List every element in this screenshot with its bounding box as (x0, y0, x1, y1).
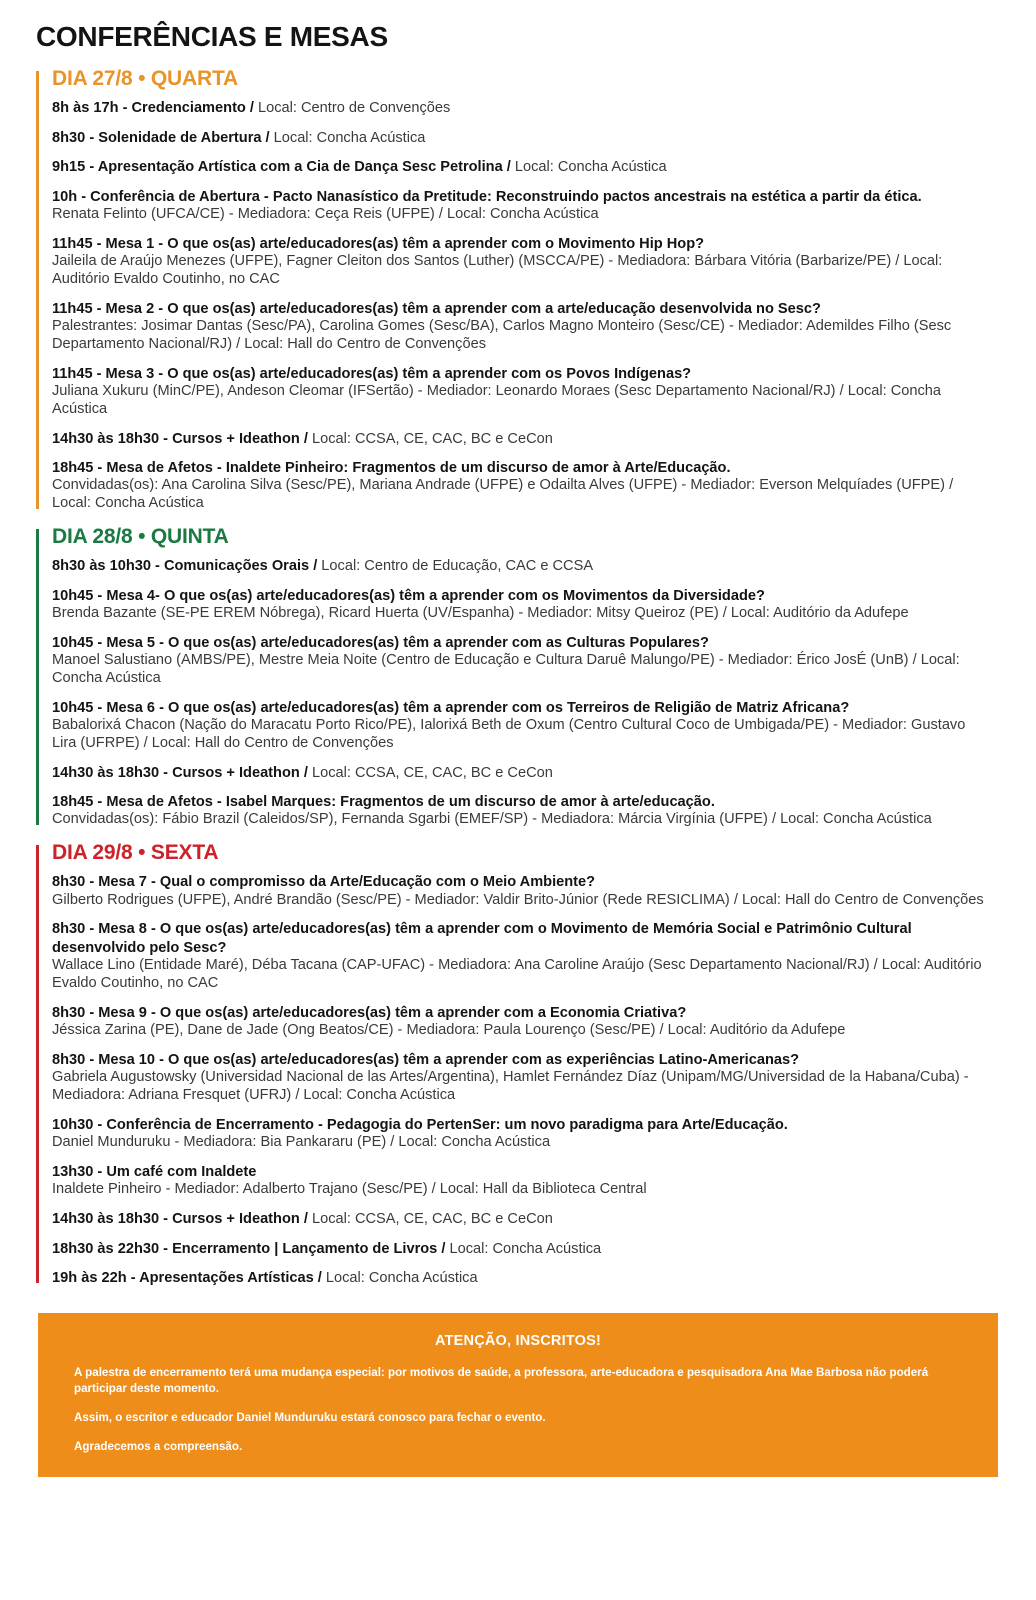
entry-lead: 11h45 - Mesa 1 - O que os(as) arte/educadores(as) têm a aprender com o Movimento Hip Hop? (52, 235, 705, 252)
entry-lead: 11h45 - Mesa 2 - O que os(as) arte/educadores(as) têm a aprender com a arte/educação desenvolvida no Sesc? (52, 300, 821, 317)
entry-lead: 8h30 - Solenidade de Abertura / (52, 129, 270, 146)
schedule-entry (52, 1240, 992, 1258)
page-title: CONFERÊNCIAS E MESAS (36, 21, 388, 52)
entry-detail: Local: CCSA, CE, CAC, BC e CeCon (307, 764, 553, 781)
entry-subdetail: Inaldete Pinheiro - Mediador: Adalberto Trajano (Sesc/PE) / Local: Hall da Biblioteca Central (52, 1181, 647, 1198)
entry-lead: 14h30 às 18h30 - Cursos + Ideathon / (52, 764, 308, 781)
entry-lead: 8h30 - Mesa 9 - O que os(as) arte/educadores(as) têm a aprender com a Economia Criativa? (52, 1004, 687, 1021)
day-block (36, 525, 1000, 829)
day-heading: DIA 28/8 • QUINTA (52, 525, 229, 549)
entry-subdetail: Gilberto Rodrigues (UFPE), André Brandão (Sesc/PE) - Mediador: Valdir Brito-Júnior (Rede RESICLIMA) / Local: Hall do Centro de Convenções (52, 891, 984, 908)
schedule-entry (52, 873, 992, 909)
entry-detail: Local: Centro de Convenções (253, 100, 451, 117)
day-accent-bar (36, 845, 39, 1283)
entry-lead: 8h30 - Mesa 8 - O que os(as) arte/educadores(as) têm a aprender com o Movimento de Memória Social e Patrimônio Cultural desenvolvido pelo Sesc? (52, 921, 912, 956)
day-block (36, 67, 1000, 513)
entry-detail: Local: Concha Acústica (445, 1240, 602, 1257)
entry-subdetail: Babalorixá Chacon (Nação do Maracatu Porto Rico/PE), Ialorixá Beth de Oxum (Centro Cultural Coco de Umbigada/PE) - Mediador: Gustavo Lira (UFRPE) / Local: Hall do Centro de Convenções (52, 717, 966, 751)
entry-subdetail: Convidadas(os): Fábio Brazil (Caleidos/SP), Fernanda Sgarbi (EMEF/SP) - Mediadora: Márcia Virgínia (UFPE) / Local: Concha Acústica (52, 811, 932, 828)
day-accent-bar (36, 71, 39, 509)
entry-subdetail: Wallace Lino (Entidade Maré), Déba Tacana (CAP-UFAC) - Mediadora: Ana Caroline Araújo (Sesc Departamento Nacional/RJ) / Local: Auditório Evaldo Coutinho, no CAC (52, 957, 982, 991)
schedule-entry (52, 365, 992, 419)
entry-detail: Local: CCSA, CE, CAC, BC e CeCon (307, 1211, 553, 1228)
entry-subdetail: Renata Felinto (UFCA/CE) - Mediadora: Ceça Reis (UFPE) / Local: Concha Acústica (52, 205, 599, 222)
day-heading: DIA 27/8 • QUARTA (52, 67, 238, 91)
schedule-entry (52, 430, 992, 448)
schedule-entry (52, 459, 992, 513)
day-block (36, 841, 1000, 1287)
schedule-entry (52, 699, 992, 753)
entry-detail: Local: CCSA, CE, CAC, BC e CeCon (307, 430, 553, 447)
entry-subdetail: Palestrantes: Josimar Dantas (Sesc/PA), Carolina Gomes (Sesc/BA), Carlos Magno Monteiro (Sesc/CE) - Mediador: Ademildes Filho (Sesc Departamento Nacional/RJ) / Local: Hall do Centro de Convenções (52, 318, 952, 352)
entry-detail: Local: Concha Acústica (269, 129, 426, 146)
schedule-entry (52, 235, 992, 289)
schedule-entry (52, 300, 992, 354)
entry-subdetail: Convidadas(os): Ana Carolina Silva (Sesc/PE), Mariana Andrade (UFPE) e Odailta Alves (UFPE) - Mediador: Everson Melquíades (UFPE) / Local: Concha Acústica (52, 477, 954, 512)
entry-lead: 10h30 - Conferência de Encerramento - Pedagogia do PertenSer: um novo paradigma para Arte/Educação. (52, 1116, 788, 1133)
schedule-entry (52, 1163, 992, 1199)
entry-lead: 8h30 - Mesa 10 - O que os(as) arte/educadores(as) têm a aprender com as experiências Latino-Americanas? (52, 1051, 800, 1068)
entry-lead: 10h45 - Mesa 6 - O que os(as) arte/educadores(as) têm a aprender com os Terreiros de Religião de Matriz Africana? (52, 699, 850, 716)
entry-detail: Local: Centro de Educação, CAC e CCSA (317, 558, 594, 575)
schedule-entry (52, 634, 992, 688)
notice-paragraphs (68, 1365, 968, 1454)
entry-subdetail: Brenda Bazante (SE-PE EREM Nóbrega), Ricard Huerta (UV/Espanha) - Mediador: Mitsy Queiroz (PE) / Local: Auditório da Adufepe (52, 604, 909, 621)
days-container (36, 67, 1000, 1287)
entry-detail: Local: Concha Acústica (510, 159, 667, 176)
entry-lead: 11h45 - Mesa 3 - O que os(as) arte/educadores(as) têm a aprender com os Povos Indígenas? (52, 365, 692, 382)
notice-box (38, 1313, 998, 1476)
schedule-entry (52, 129, 992, 147)
entry-lead: 10h - Conferência de Abertura - Pacto Nanasístico da Pretitude: Reconstruindo pactos ancestrais na estética a partir da ética. (52, 188, 922, 205)
entry-subdetail: Gabriela Augustowsky (Universidad Nacional de las Artes/Argentina), Hamlet Fernández Díaz (Unipam/MG/Universidad de la Habana/Cuba) - Mediadora: Adriana Fresquet (UFRJ) / Local: Concha Acústica (52, 1069, 969, 1104)
schedule-entry (52, 99, 992, 117)
entry-lead: 18h45 - Mesa de Afetos - Isabel Marques: Fragmentos de um discurso de amor à arte/educação. (52, 793, 715, 810)
entry-subdetail: Jéssica Zarina (PE), Dane de Jade (Ong Beatos/CE) - Mediadora: Paula Lourenço (Sesc/PE) / Local: Auditório da Adufepe (52, 1022, 846, 1039)
notice-paragraph: Assim, o escritor e educador Daniel Munduruku estará conosco para fechar o evento. (74, 1410, 546, 1424)
entry-lead: 8h30 - Mesa 7 - Qual o compromisso da Arte/Educação com o Meio Ambiente? (52, 874, 596, 891)
schedule-entry (52, 1116, 992, 1152)
entry-subdetail: Manoel Salustiano (AMBS/PE), Mestre Meia Noite (Centro de Educação e Cultura Daruê Malungo/PE) - Mediador: Érico JosÉ (UnB) / Local: Concha Acústica (52, 652, 960, 686)
schedule-entry (52, 1051, 992, 1105)
entry-subdetail: Daniel Munduruku - Mediadora: Bia Pankararu (PE) / Local: Concha Acústica (52, 1134, 551, 1151)
entry-lead: 18h45 - Mesa de Afetos - Inaldete Pinheiro: Fragmentos de um discurso de amor à Arte/Educação. (52, 460, 731, 477)
entry-lead: 8h às 17h - Credenciamento / (52, 100, 254, 117)
entry-lead: 10h45 - Mesa 4- O que os(as) arte/educadores(as) têm a aprender com os Movimentos da Diversidade? (52, 587, 765, 604)
entry-lead: 14h30 às 18h30 - Cursos + Ideathon / (52, 430, 308, 447)
schedule-entry (52, 1004, 992, 1040)
notice-paragraph: Agradecemos a compreensão. (74, 1440, 243, 1454)
schedule-entry (52, 557, 992, 575)
entry-lead: 19h às 22h - Apresentações Artísticas / (52, 1270, 322, 1286)
schedule-entry (52, 764, 992, 782)
notice-title: ATENÇÃO, INSCRITOS! (435, 1333, 601, 1350)
schedule-entry (52, 1210, 992, 1228)
entry-lead: 14h30 às 18h30 - Cursos + Ideathon / (52, 1211, 308, 1228)
schedule-entry (52, 920, 992, 992)
entry-subdetail: Juliana Xukuru (MinC/PE), Andeson Cleomar (IFSertão) - Mediador: Leonardo Moraes (Sesc Departamento Nacional/RJ) / Local: Concha Acústica (52, 383, 942, 417)
entry-lead: 18h30 às 22h30 - Encerramento | Lançamento de Livros / (52, 1240, 446, 1257)
entry-lead: 13h30 - Um café com Inaldete (52, 1164, 257, 1181)
entry-detail: Local: Concha Acústica (321, 1270, 478, 1286)
schedule-entry (52, 158, 992, 176)
day-accent-bar (36, 529, 39, 825)
entry-lead: 9h15 - Apresentação Artística com a Cia de Dança Sesc Petrolina / (52, 159, 511, 176)
entry-lead: 10h45 - Mesa 5 - O que os(as) arte/educadores(as) têm a aprender com as Culturas Populares? (52, 634, 709, 651)
schedule-entry (52, 1269, 992, 1287)
schedule-entry (52, 188, 992, 224)
schedule-entry (52, 793, 992, 829)
entry-lead: 8h30 às 10h30 - Comunicações Orais / (52, 558, 318, 575)
schedule-entry (52, 587, 992, 623)
entry-subdetail: Jaileila de Araújo Menezes (UFPE), Fagner Cleiton dos Santos (Luther) (MSCCA/PE) - Mediadora: Bárbara Vitória (Barbarize/PE) / Local: Auditório Evaldo Coutinho, no CAC (52, 253, 943, 287)
day-heading: DIA 29/8 • SEXTA (52, 841, 219, 865)
notice-paragraph: A palestra de encerramento terá uma mudança especial: por motivos de saúde, a professora, arte-educadora e pesquisadora Ana Mae Barbosa não poderá participar deste momento. (74, 1366, 929, 1395)
